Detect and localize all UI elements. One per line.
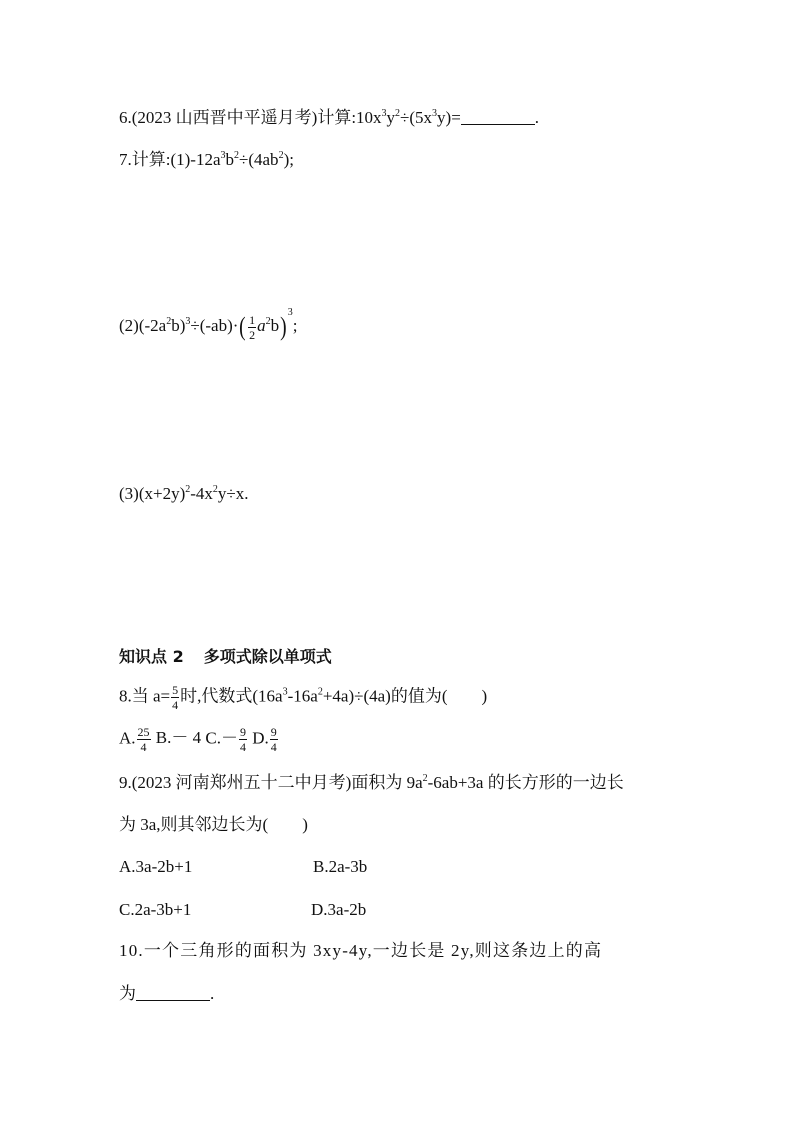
question-9-line-2: 为 3a,则其邻边长为( ) [119,815,308,834]
question-6: 6.(2023 山西晋中平遥月考)计算$:10x^3y^2\div(5x^3y)=$ . [119,108,540,127]
answer-blank[interactable] [461,110,535,125]
question-10-line-2: 为 . [119,984,215,1003]
question-9-option-b[interactable]: B.2a-3b [313,857,368,876]
question-8: 8.当 a= $\frac{5}{4}$ 时,代数式$(16a^3-16a^2+4a)\div(4a)$的值为( ) [119,683,488,712]
question-8-options [119,726,279,753]
question-10-line-1: 10.一个三角形的面积为 3xy-4y,一边长是 2y,则这条边上的高 [119,941,603,960]
section-heading: 知识点 2 多项式除以单项式 [119,647,332,666]
left-paren: ( [239,312,246,341]
answer-blank[interactable] [136,986,210,1001]
option-d[interactable]: D. $\frac{9}{4}$ [252,725,277,754]
question-7-part-1: 7.计算$:(1)-12a^3b^2\div(4ab^2)$; [119,150,294,169]
question-9-option-a[interactable]: A.3a-2b+1 [119,857,193,876]
q6-text: 6.(2023 山西晋中平遥月考)计算:10x [119,108,382,127]
question-9-option-d[interactable]: D.3a-2b [311,900,367,919]
question-7-part-2: $(2)(-2a^2b)^3\div(-ab)\cdot$( $\frac{1}{2}$ $a^2b)^3$; [119,307,298,342]
option-b[interactable]: B.－ 4 [155,728,202,748]
option-c[interactable]: C.－ $\frac{9}{4}$ [205,725,246,754]
fraction-five-fourths: $\frac{5}{4}$ [172,683,179,712]
option-a[interactable]: A. $\frac{25}{4}$ [119,725,150,754]
question-9-option-c[interactable]: C.2a-3b+1 [119,900,192,919]
right-paren: ) [280,312,287,341]
question-7-part-3: $(3)(x+2y)^2-4x^2y\div x$. [119,484,249,503]
fraction-one-half: $\frac{1}{2}$ [249,312,256,342]
question-9-line-1: 9.(2023 河南郑州五十二中月考)面积为 $9a^2-6ab+3a$ 的长方形的一边长 [119,773,624,792]
